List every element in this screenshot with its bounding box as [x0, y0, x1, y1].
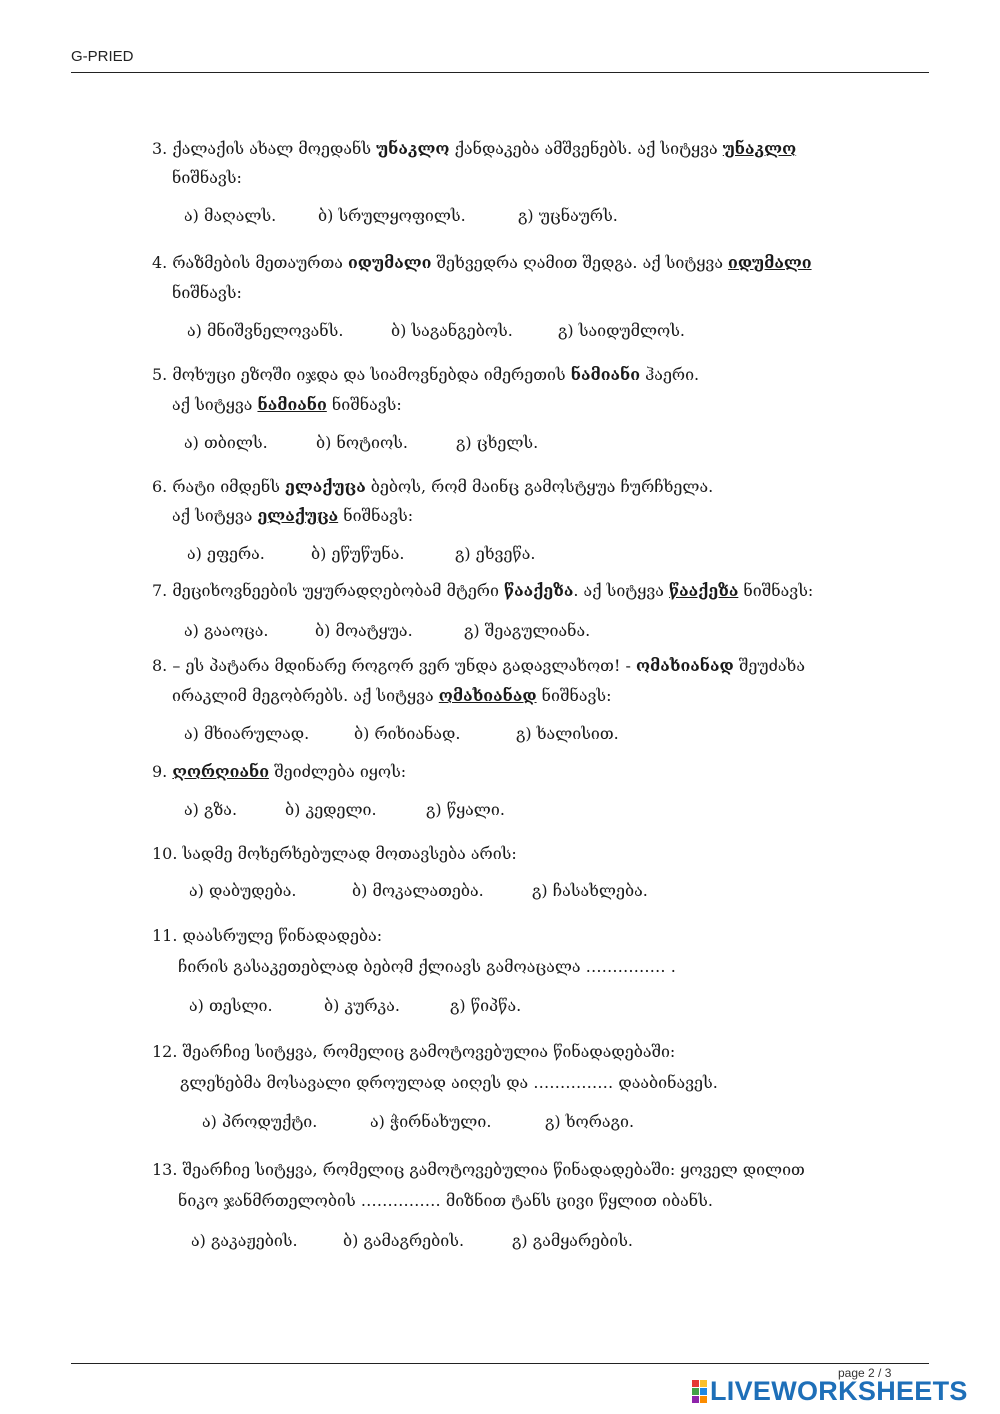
question-5-keyword-underlined: ნამიანი: [257, 395, 327, 414]
option-a[interactable]: ა) გაკაჟების.: [191, 1231, 298, 1250]
option-c[interactable]: გ) წყალი.: [426, 800, 505, 819]
option-c[interactable]: გ) წიპწა.: [450, 996, 522, 1015]
question-6-keyword: ელაქუცა: [285, 477, 366, 496]
question-5-line-1: 5. მოხუცი ეზოში იჯდა და სიამოვნებდა იმერეთის ნამიანი ჰაერი.: [152, 365, 700, 384]
question-9-keyword-underlined: ღორღიანი: [172, 762, 269, 781]
question-5-line-2: აქ სიტყვა ნამიანი ნიშნავს:: [172, 395, 402, 414]
question-8-keyword-underlined: ომახიანად: [438, 686, 537, 705]
question-6-line-1: 6. რატი იმდენს ელაქუცა ბებოს, რომ მაინც გამოსტყუა ჩურჩხელა.: [152, 477, 714, 496]
question-12-line-1: 12. შეარჩიე სიტყვა, რომელიც გამოტოვებულია წინადადებაში:: [152, 1042, 676, 1061]
question-6-keyword-underlined: ელაქუცა: [257, 506, 339, 525]
question-8-line-1: 8. – ეს პატარა მდინარე როგორ ვერ უნდა გადავლახოთ! - ომახიანად შეუძახა: [152, 656, 805, 675]
question-4-line-2: ნიშნავს:: [172, 283, 242, 302]
option-b[interactable]: ბ) საგანგებოს.: [391, 321, 513, 340]
option-b[interactable]: ბ) კურკა.: [324, 996, 401, 1015]
question-11-line-1: 11. დაასრულე წინადადება:: [152, 926, 383, 945]
option-c[interactable]: გ) საიდუმლოს.: [558, 321, 686, 340]
question-3-keyword-underlined: უნაკლო: [722, 139, 797, 158]
option-c[interactable]: გ) ცხელს.: [456, 433, 539, 452]
option-c[interactable]: გ) გამყარების.: [512, 1231, 633, 1250]
option-a[interactable]: ა) გზა.: [184, 800, 238, 819]
question-3-keyword: უნაკლო: [376, 139, 450, 158]
question-9-line-1: 9. ღორღიანი შეიძლება იყოს:: [152, 762, 407, 781]
question-8-keyword: ომახიანად: [635, 656, 734, 675]
question-4-keyword-underlined: იდუმალი: [728, 253, 812, 272]
question-7-keyword: წააქეზა: [504, 581, 574, 600]
question-4-line-1: 4. რაზმების მეთაურთა იდუმალი შეხვედრა ღამით შედგა. აქ სიტყვა იდუმალი: [152, 253, 812, 272]
option-a[interactable]: ა) დაბუდება.: [189, 881, 297, 900]
question-13-line-1: 13. შეარჩიე სიტყვა, რომელიც გამოტოვებულია წინადადებაში: ყოველ დილით: [152, 1160, 805, 1179]
question-8-line-2: ირაკლიმ მეგობრებს. აქ სიტყვა ომახიანად ნიშნავს:: [172, 686, 612, 705]
header-divider: [71, 72, 929, 73]
liveworksheets-logo[interactable]: [692, 1376, 968, 1407]
question-7-keyword-underlined: წააქეზა: [669, 581, 739, 600]
liveworksheets-wordmark: LIVEWORKSHEETS: [710, 1376, 968, 1406]
document-header-label: G-PRIED: [71, 48, 134, 65]
option-b[interactable]: ბ) ნოტიოს.: [316, 433, 408, 452]
option-c[interactable]: გ) ხორაგი.: [545, 1112, 635, 1131]
option-a[interactable]: ა) თესლი.: [189, 996, 273, 1015]
option-b[interactable]: ბ) კედელი.: [285, 800, 377, 819]
option-b[interactable]: ა) ჭირნახული.: [370, 1112, 492, 1131]
question-3-line-2: ნიშნავს:: [172, 168, 242, 187]
option-c[interactable]: გ) ეხვეწა.: [455, 544, 536, 563]
question-12-line-2: გლეხებმა მოსავალი დროულად აიღეს და …………… დააბინავეს.: [180, 1073, 718, 1092]
question-4-keyword: იდუმალი: [347, 253, 432, 272]
question-5-keyword: ნამიანი: [570, 365, 641, 384]
option-a[interactable]: ა) გააოცა.: [184, 621, 269, 640]
liveworksheets-grid-icon: [692, 1380, 707, 1403]
option-c[interactable]: გ) ხალისით.: [516, 724, 619, 743]
option-a[interactable]: ა) თბილს.: [184, 433, 268, 452]
option-a[interactable]: ა) ეფერა.: [187, 544, 265, 563]
option-a[interactable]: ა) მხიარულად.: [184, 724, 310, 743]
footer-divider: [71, 1363, 929, 1364]
question-7-line-1: 7. მეციხოვნეების უყურადღებობამ მტერი წააქეზა. აქ სიტყვა წააქეზა ნიშნავს:: [152, 581, 814, 600]
option-c[interactable]: გ) უცნაურს.: [518, 206, 618, 225]
question-13-line-2: ნიკო ჯანმრთელობის …………… მიზნით ტანს ცივი წყლით იბანს.: [178, 1191, 713, 1210]
option-b[interactable]: ბ) რიხიანად.: [354, 724, 461, 743]
option-b[interactable]: ბ) სრულყოფილს.: [318, 206, 466, 225]
option-c[interactable]: გ) ჩასახლება.: [532, 881, 648, 900]
option-b[interactable]: ბ) მოატყუა.: [315, 621, 413, 640]
option-a[interactable]: ა) მაღალს.: [184, 206, 277, 225]
question-3-line-1: 3. ქალაქის ახალ მოედანს უნაკლო ქანდაკება ამშვენებს. აქ სიტყვა უნაკლო: [152, 139, 797, 158]
option-b[interactable]: ბ) მოკალათება.: [352, 881, 484, 900]
option-c[interactable]: გ) შეაგულიანა.: [464, 621, 591, 640]
question-11-line-2: ჩირის გასაკეთებლად ბებომ ქლიავს გამოაცალა …………… .: [178, 957, 676, 976]
option-b[interactable]: ბ) ეწუწუნა.: [311, 544, 405, 563]
option-b[interactable]: ბ) გამაგრების.: [343, 1231, 465, 1250]
question-10-line-1: 10. სადმე მოხერხებულად მოთავსება არის:: [152, 844, 517, 863]
page-number: page 2 / 3: [838, 1366, 892, 1380]
option-a[interactable]: ა) მნიშვნელოვანს.: [187, 321, 344, 340]
question-6-line-2: აქ სიტყვა ელაქუცა ნიშნავს:: [172, 506, 414, 525]
option-a[interactable]: ა) პროდუქტი.: [202, 1112, 318, 1131]
